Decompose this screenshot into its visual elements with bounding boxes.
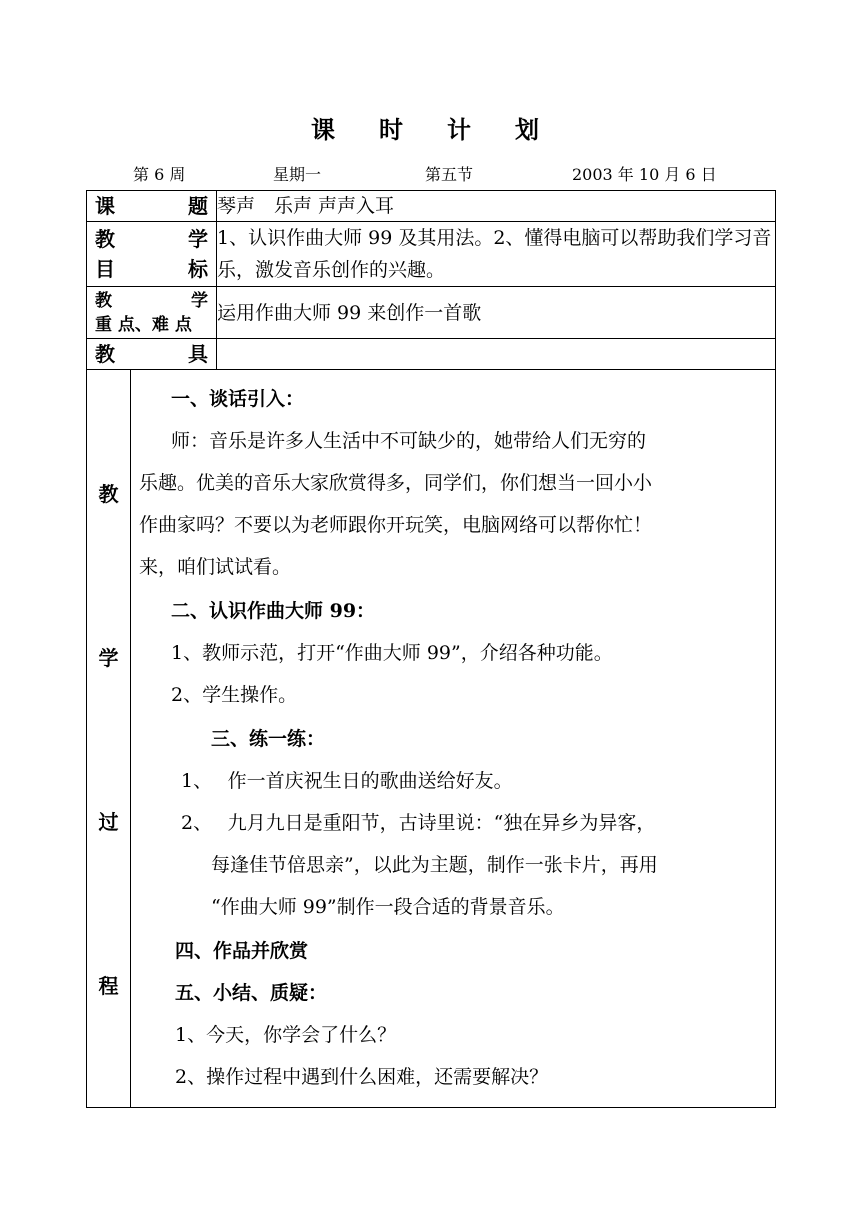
section-heading: 一、谈话引入： bbox=[171, 388, 305, 410]
list-item: 2、操作过程中遇到什么困难，还需要解决？ bbox=[175, 1066, 549, 1088]
process-label-char: 学 bbox=[98, 646, 119, 670]
list-item: 1、 作一首庆祝生日的歌曲送给好友。 bbox=[181, 770, 513, 792]
page-title: 课 时 计 划 bbox=[311, 115, 549, 144]
process-label-char: 程 bbox=[98, 974, 119, 998]
section-heading: 五、小结、质疑： bbox=[175, 982, 328, 1004]
list-item-continuation: 每逢佳节倍思亲”，以此为主题，制作一张卡片，再用 bbox=[211, 854, 658, 876]
list-item: 1、教师示范，打开“作曲大师 99”，介绍各种功能。 bbox=[171, 642, 613, 664]
section-heading: 四、作品并欣赏 bbox=[175, 940, 309, 962]
focus-label-char: 教 bbox=[95, 290, 112, 311]
tools-value bbox=[217, 339, 776, 370]
list-item-continuation: “作曲大师 99”制作一段合适的背景音乐。 bbox=[211, 896, 565, 918]
paragraph-line: 来，咱们试试看。 bbox=[139, 556, 292, 578]
focus-value: 运用作曲大师 99 来创作一首歌 bbox=[217, 287, 776, 339]
focus-label-cell bbox=[87, 287, 217, 339]
section-heading: 三、练一练： bbox=[211, 728, 326, 750]
process-label-cell bbox=[87, 370, 131, 1108]
lesson-plan-table bbox=[86, 190, 776, 1108]
tools-label-char: 教 bbox=[95, 342, 115, 366]
process-label-char: 教 bbox=[98, 482, 119, 506]
objective-label-char: 学 bbox=[188, 227, 208, 251]
focus-row bbox=[87, 287, 776, 339]
topic-value: 琴声 乐声 声声入耳 bbox=[217, 191, 776, 222]
topic-label-char: 课 bbox=[95, 194, 115, 218]
weekday: 星期一 bbox=[273, 165, 322, 184]
process-row bbox=[87, 370, 776, 1108]
topic-row bbox=[87, 191, 776, 222]
topic-label-cell bbox=[87, 191, 217, 222]
objective-row bbox=[87, 222, 776, 287]
tools-label-char: 具 bbox=[188, 342, 208, 366]
objective-value: 1、认识作曲大师 99 及其用法。2、懂得电脑可以帮助我们学习音乐，激发音乐创作的兴趣。 bbox=[217, 222, 776, 287]
objective-label-cell bbox=[87, 222, 217, 287]
week-number: 第 6 周 bbox=[133, 165, 186, 184]
lesson-date: 2003 年 10 月 6 日 bbox=[572, 165, 717, 184]
objective-label-char: 教 bbox=[95, 227, 115, 251]
class-period: 第五节 bbox=[425, 165, 474, 184]
paragraph-line: 乐趣。优美的音乐大家欣赏得多，同学们，你们想当一回小小 bbox=[139, 472, 653, 494]
paragraph-line: 作曲家吗？不要以为老师跟你开玩笑，电脑网络可以帮你忙！ bbox=[139, 514, 653, 536]
list-item: 2、 九月九日是重阳节，古诗里说：“独在异乡为异客， bbox=[181, 812, 656, 834]
list-item: 1、今天，你学会了什么？ bbox=[175, 1024, 397, 1046]
focus-label-text: 重 点、难 点 bbox=[95, 314, 192, 335]
paragraph-line: 师：音乐是许多人生活中不可缺少的，她带给人们无穷的 bbox=[171, 430, 647, 452]
focus-label-char: 学 bbox=[191, 290, 208, 311]
process-content bbox=[131, 370, 776, 1108]
schedule-header bbox=[0, 162, 860, 186]
section-heading: 二、认识作曲大师 99： bbox=[171, 600, 376, 622]
list-item: 2、学生操作。 bbox=[171, 684, 298, 706]
tools-row bbox=[87, 339, 776, 370]
process-label-char: 过 bbox=[98, 810, 119, 834]
topic-label-char: 题 bbox=[188, 194, 208, 218]
tools-label-cell bbox=[87, 339, 217, 370]
objective-label-char: 目 bbox=[95, 257, 115, 281]
objective-label-char: 标 bbox=[188, 257, 208, 281]
